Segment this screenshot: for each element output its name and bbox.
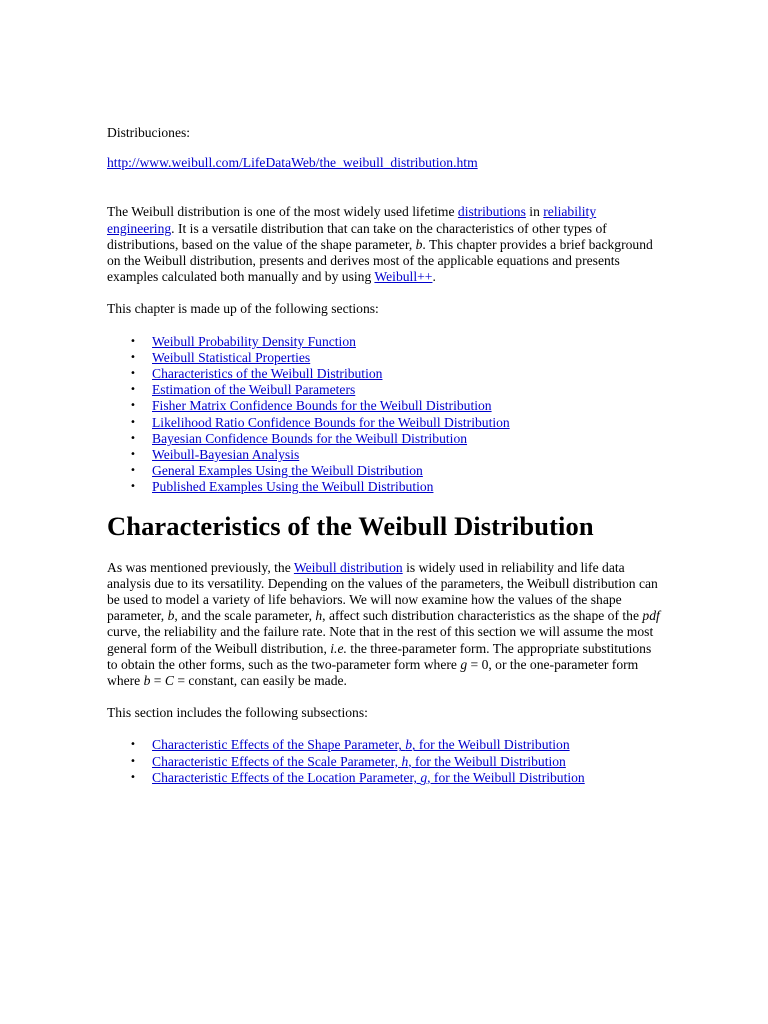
list-item [130, 769, 663, 786]
section-link[interactable]: Characteristics of the Weibull Distribution [152, 366, 383, 382]
bullet-icon: • [130, 755, 136, 767]
chars-text-8: = [150, 673, 165, 689]
chars-text-7: = 0, or the one-parameter form where [107, 656, 639, 689]
bullet-icon: • [130, 400, 136, 412]
list-item [130, 398, 663, 414]
list-item [130, 430, 663, 447]
section-link[interactable]: Weibull-Bayesian Analysis [152, 447, 300, 463]
label-distribuciones: Distribuciones: [107, 125, 191, 140]
list-item [130, 333, 663, 350]
bullet-icon: • [130, 465, 136, 477]
subsections-lead: This section includes the following subsections: [107, 705, 368, 721]
chars-text-5: curve, the reliability and the failure rate. Note that in the rest of this section we will assume the most general form of the Weibull distribution, [107, 624, 654, 656]
subsections-list [107, 737, 663, 786]
bullet-icon: • [130, 481, 136, 493]
chars-text-4: , affect such distribution characteristics as the shape of the [322, 608, 643, 624]
intro-text-1: The Weibull distribution is one of the most widely used lifetime [107, 204, 458, 220]
intro-text-3: . It is a versatile distribution that can take on the characteristics of other types of distributions, based on the value of the shape parameter, [107, 220, 607, 252]
section-heading: Characteristics of the Weibull Distribution [107, 510, 594, 541]
bullet-icon: • [130, 739, 136, 751]
list-item [130, 447, 663, 463]
sections-lead: This chapter is made up of the following sections: [107, 301, 379, 317]
chars-text-2: is widely used in reliability and life data analysis due to its versatility. Depending on the values of the parameters, the Weibull distribution can be used to model a variety of life behaviors. We will now examine how the values of the shape parameter, [107, 559, 658, 624]
bullet-icon: • [130, 351, 136, 363]
section-link[interactable]: Fisher Matrix Confidence Bounds for the Weibull Distribution [152, 398, 492, 414]
sections-list [107, 334, 663, 496]
link-distributions[interactable]: distributions [457, 204, 526, 220]
symbol-b: b [415, 236, 423, 252]
list-item [130, 463, 663, 479]
link-weibullpp[interactable]: Weibull++ [374, 269, 433, 285]
section-link[interactable]: Likelihood Ratio Confidence Bounds for the Weibull Distribution [152, 414, 510, 430]
list-item [130, 737, 663, 753]
source-url-link[interactable]: http://www.weibull.com/LifeDataWeb/the_weibull_distribution.htm [107, 155, 478, 171]
chars-text-3: , and the scale parameter, [174, 608, 316, 624]
symbol-c: C [164, 673, 174, 689]
link-weibull-distribution[interactable]: Weibull distribution [293, 559, 403, 575]
chars-text-9: = constant, can easily be made. [173, 673, 347, 689]
source-url-line [107, 155, 663, 171]
symbol-h: h [315, 608, 323, 624]
symbol-pdf: pdf [642, 608, 660, 624]
list-item [130, 753, 663, 770]
symbol-b: b [143, 673, 151, 689]
intro-text-4: . This chapter provides a brief background on the Weibull distribution, presents and derives most of the applicable equations and presents examples calculated both manually and by using [107, 236, 653, 285]
chars-text-6: the three-parameter form. The appropriate substitutions to obtain the other forms, such as the two-parameter form where [107, 640, 652, 672]
bullet-icon: • [130, 416, 136, 428]
chars-text-1: As was mentioned previously, the [107, 559, 294, 575]
intro-paragraph [107, 204, 663, 285]
list-item [130, 479, 663, 495]
list-item [130, 382, 663, 398]
document-page [107, 125, 663, 786]
bullet-icon: • [130, 432, 136, 444]
section-link[interactable]: Published Examples Using the Weibull Distribution [152, 479, 434, 495]
section-link[interactable]: Estimation of the Weibull Parameters [152, 382, 356, 398]
bullet-icon: • [130, 335, 136, 347]
list-item [130, 414, 663, 431]
bullet-icon: • [130, 384, 136, 396]
abbrev-ie: i.e. [330, 640, 347, 656]
intro-text-2: in [525, 204, 544, 220]
link-reliability-engineering[interactable]: reliability engineering [107, 204, 597, 236]
list-item [130, 349, 663, 366]
bullet-icon: • [130, 449, 136, 461]
bullet-icon: • [130, 771, 136, 783]
intro-text-5: . [432, 269, 436, 285]
bullet-icon: • [130, 368, 136, 380]
symbol-b: b [167, 608, 175, 624]
symbol-g: g [460, 656, 468, 672]
subsection-link-location[interactable]: Characteristic Effects of the Location Parameter, g, for the Weibull Distribution [152, 769, 585, 785]
section-link[interactable]: General Examples Using the Weibull Distribution [152, 463, 423, 479]
characteristics-paragraph [107, 560, 663, 690]
section-link[interactable]: Bayesian Confidence Bounds for the Weibull Distribution [152, 430, 468, 446]
list-item [130, 366, 663, 382]
subsection-link-shape[interactable]: Characteristic Effects of the Shape Parameter, b, for the Weibull Distribution [152, 737, 570, 753]
section-link[interactable]: Weibull Statistical Properties [152, 349, 311, 365]
subsection-link-scale[interactable]: Characteristic Effects of the Scale Parameter, h, for the Weibull Distribution [152, 753, 566, 769]
section-link[interactable]: Weibull Probability Density Function [152, 333, 356, 349]
